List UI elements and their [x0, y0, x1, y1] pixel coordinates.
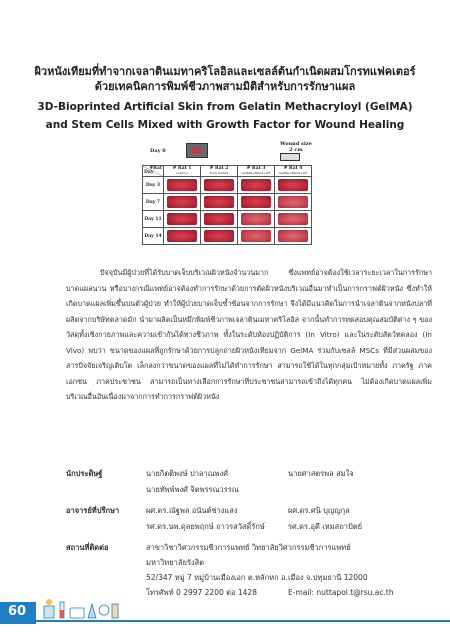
wound-photo [238, 177, 275, 194]
wound-photo [201, 228, 238, 245]
tissue-image [241, 230, 271, 242]
researcher-name: นายกิตติพงษ์ ปาลาณพงศ์ [146, 469, 229, 478]
wound-photo [238, 211, 275, 228]
wound-photo [164, 211, 201, 228]
day0-label: Day 0 [150, 148, 166, 154]
tissue-image [241, 196, 271, 208]
corner-cell [143, 166, 164, 177]
contact-line: สาขาวิชาวิศวกรรมชีวการแพทย์ วิทยาลัยวิศวกรรมชีวการแพทย์ [146, 543, 351, 552]
title-thai-line-1: ผิวหนังเทียมที่ทำจากเจลาตินเมทาคริโลอิลและเซลล์ต้นกำเนิดผสมโกรทแฟคเตอร์ [34, 65, 416, 78]
header-label: # Rat 2 [209, 165, 229, 171]
wound-photo [164, 177, 201, 194]
contact-section [66, 540, 436, 604]
tissue-image [167, 213, 197, 225]
header-label: # Rat 1 [172, 165, 192, 171]
day0-wound-image [186, 143, 208, 158]
advisor-name: รศ.ดร.นพ.ดุลยพฤกษ์ ถาวรสวัสดิ์รักษ์ [146, 522, 265, 531]
header-sublabel: GelMA+MSCs+GF [241, 171, 271, 175]
header-rat-1 [164, 166, 201, 177]
researchers-label: นักประดิษฐ์ [66, 469, 103, 478]
tissue-image [167, 230, 197, 242]
advisor-name: ผศ.ดร.ศนิ บุญญกุล [288, 506, 350, 515]
wound-photo [201, 194, 238, 211]
header-sublabel: Pure GelMA [209, 171, 229, 175]
wound-photo [275, 228, 312, 245]
tissue-image [278, 230, 308, 242]
advisor-name: รศ.ดร.อุดี เหมสถาปัตย์ [288, 522, 363, 531]
tissue-image [278, 179, 308, 191]
wound-photo [164, 228, 201, 245]
researchers-section [66, 466, 436, 498]
footer-rule [36, 620, 450, 622]
contact-email: E-mail: nuttapol.t@rsu.ac.th [288, 588, 394, 597]
title-english-line-1: 3D-Bioprinted Artificial Skin from Gelatin Methacryloyl (GelMA) [37, 101, 413, 113]
header-sublabel: Control [176, 171, 188, 175]
advisor-name: ผศ.ดร.ณัฐพล อนันต์ช่างแสง [146, 506, 238, 515]
header-rat-3 [238, 166, 275, 177]
science-illustration-icon [42, 596, 122, 620]
day-label: Day 7 [143, 194, 164, 211]
title-english-line-2: and Stem Cells Mixed with Growth Factor for Wound Healing [45, 119, 405, 131]
corner-rat: #Rat [149, 165, 162, 171]
wound-scale-image [280, 153, 300, 161]
table-row [143, 228, 312, 245]
corner-day: Day [144, 170, 154, 175]
header-label: # Rat 4 [283, 165, 303, 171]
advisors-section [66, 503, 436, 535]
contact-label: สถานที่ติดต่อ [66, 543, 109, 552]
wound-photo [201, 177, 238, 194]
day-label: Day 14 [143, 228, 164, 245]
day-label: Day 11 [143, 211, 164, 228]
tissue-image [204, 196, 234, 208]
body-paragraph [66, 265, 432, 405]
tissue-image [278, 196, 308, 208]
tissue-image [278, 213, 308, 225]
title-english [20, 98, 430, 134]
tissue-image [241, 213, 271, 225]
table-row [143, 177, 312, 194]
rat-day-table [142, 165, 312, 245]
tissue-image [167, 196, 197, 208]
researcher-name: นายศาสตรพล สมใจ [288, 469, 354, 478]
wound-photo [238, 194, 275, 211]
advisors-label: อาจารย์ที่ปรึกษา [66, 506, 120, 515]
day-label: Day 3 [143, 177, 164, 194]
tissue-image [241, 179, 271, 191]
tissue-image [204, 230, 234, 242]
wound-size-label [280, 141, 312, 153]
tissue-image [204, 179, 234, 191]
contact-line: มหาวิทยาลัยรังสิต [146, 558, 204, 567]
page-number: 60 [8, 604, 27, 619]
table-row [143, 211, 312, 228]
table-header-row [143, 166, 312, 177]
table-row [143, 194, 312, 211]
contact-address: 52/347 หมู่ 7 หมู่บ้านเมืองเอก ต.หลักหก อ.เมือง จ.ปทุมธานี 12000 [146, 573, 368, 582]
header-rat-2 [201, 166, 238, 177]
header-rat-4 [275, 166, 312, 177]
wound-photo [238, 228, 275, 245]
wound-photo [275, 194, 312, 211]
wound-size-value: 2 cm [289, 147, 303, 153]
title-thai-line-2: ด้วยเทคนิคการพิมพ์ชีวภาพสามมิติสำหรับการรักษาแผล [94, 80, 356, 93]
researcher-name: นายทัพพ์พงศ์ จิตพรรณวรรณ [146, 485, 239, 494]
wound-healing-figure [132, 137, 338, 264]
body-paragraph-text: ปัจจุบันมีผู้ป่วยที่ได้รับบาดเจ็บบริเวณผิวหนังจำนวนมาก ซึ่งแพทย์อาจต้องใช้เวลาระยะเวลาในการรักษาบาดแผลนาน หรือบางกรณีแพทย์อาจต้องทำการรักษาด้วยการตัดผิวหนังบริเวณอื่นมาทำเป็นการกราฟต์ผิวหนัง ซึ่งทำให้เกิดบาดแผลเพิ่มขึ้นบนตัวผู้ป่วย ทำให้ผู้ป่วยบาดเจ็บซ้ำซ้อนจากการรักษา จึงได้มีแนวคิดในการนำเจลาตินจากหนังปลาที่ผลิตจากบริษัทตลาดมัก นำมาผลิตเป็นหมึกพิมพ์ชีวภาพเจลาตินเมทาคริโลอิล จากนั้นทำการทดสอบคุณสมบัติต่าง ๆ ของวัสดุทั้งเชิงกายภาพและความเข้ากันได้ทางชีวภาพ ทั้งในระดับห้องปฏิบัติการ (In Vitro) และในระดับสัตว์ทดลอง (In Vivo) พบว่า ขนาดของแผลที่ถูกรักษาด้วยการปลูกถ่ายผิวหนังเทียมจาก GelMA ร่วมกับเซลล์ MSCs ที่มีส่วนผสมของสารปัจจัยเจริญเติบโต เล็กลงกว่าขนาดของแผลที่ไม่ได้ทำการรักษา สามารถใช้ได้ในทุกกลุ่มเป้าหมายทั้ง ภาครัฐ ภาคเอกชน ภาคประชาชน สามารถเป็นทางเลือกการรักษาที่ประชาชนสามารถเข้าถึงได้ทุกคน ไม่ต้องเกิดบาดแผลเพิ่มบริเวณอื่นอันเนื่องมาจากการทำการกราฟต์ผิวหนัง [66, 268, 432, 401]
wound-photo [275, 177, 312, 194]
header-sublabel: GelMA+MSCs+GF [278, 171, 308, 175]
title-thai [20, 64, 430, 94]
header-label: # Rat 3 [246, 165, 266, 171]
tissue-image [167, 179, 197, 191]
wound-photo [164, 194, 201, 211]
wound-photo [275, 211, 312, 228]
wound-photo [201, 211, 238, 228]
contact-phone: โทรศัพท์ 0 2997 2200 ต่อ 1428 [146, 588, 257, 597]
tissue-image [204, 213, 234, 225]
wound-size-text: Wound size [280, 141, 312, 147]
